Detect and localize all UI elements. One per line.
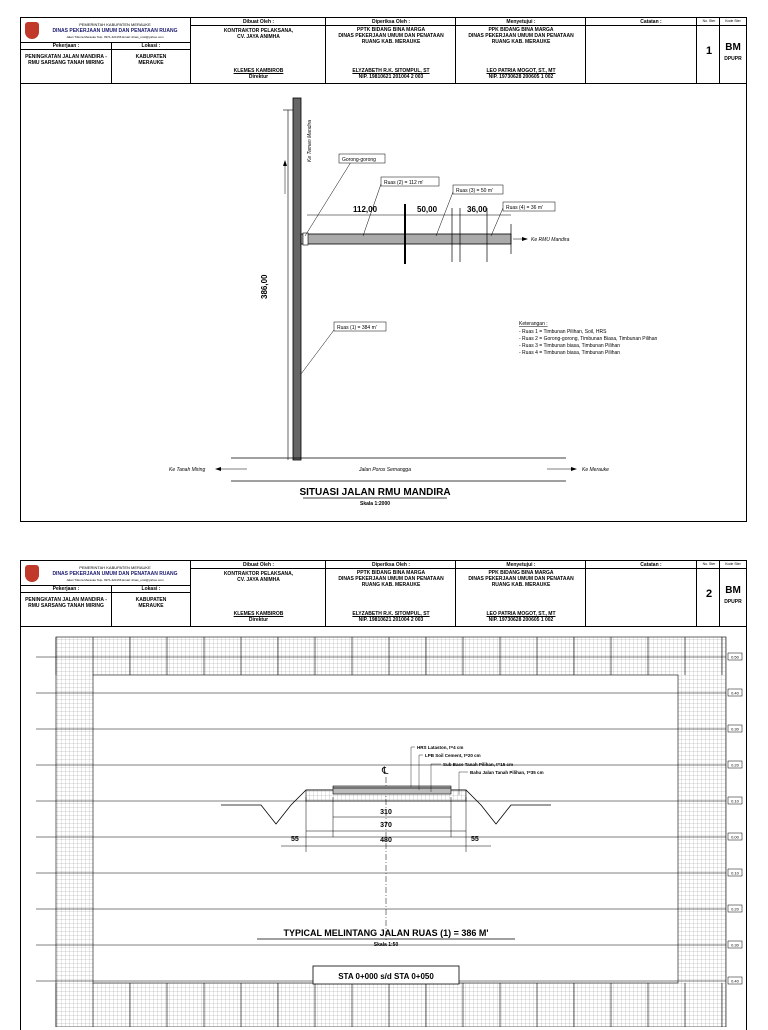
drawing-title-2: TYPICAL MELINTANG JALAN RUAS (1) = 386 M'	[283, 928, 489, 938]
pavement-layers	[333, 786, 451, 794]
diperiksa-nip-2: NIP. 19810621 201004 2 003	[358, 617, 424, 623]
label-ke-merauke: Ke Merauke	[582, 467, 609, 473]
sta-label: STA 0+000 s/d STA 0+050	[338, 972, 434, 981]
centerline-symbol: ℄	[382, 766, 389, 777]
lokasi-value-1-2: KABUPATEN	[135, 597, 167, 603]
elevation-tag: 0.10	[731, 870, 739, 876]
kode-value: BM	[725, 42, 741, 53]
menyetujui-line3: RUANG KAB. MERAUKE	[491, 39, 551, 45]
lokasi-value-1: KABUPATEN	[135, 54, 167, 60]
label-jalan-poros: Jalan Poros Semangga	[359, 467, 411, 473]
label-gorong-gorong: Gorong-gorong	[342, 157, 376, 163]
dibuat-title: Direktur	[248, 74, 269, 80]
layer-subbase-label: Sub Base Tanah Pilihan, t=15 cm	[443, 762, 514, 767]
agency-contact-2: Jalan Trikora Merauke Telp. 0971-321156 Email: dinas_umit@yahoo.com	[66, 578, 164, 582]
scale-1: Skala 1:2000	[359, 501, 391, 507]
lokasi-label: Lokasi :	[141, 43, 161, 49]
title-block-2	[21, 561, 746, 627]
menyetujui-line2-2: DINAS PEKERJAAN UMUM DAN PENATAAN	[468, 576, 574, 582]
menyetujui-line1: PPK BIDANG BINA MARGA	[488, 27, 554, 33]
lokasi-value-2: MERAUKE	[138, 60, 164, 66]
menyetujui-nip-2: NIP. 19730628 200605 1 002	[488, 617, 554, 623]
elevation-tag: 0.10	[731, 798, 739, 804]
diperiksa-nip: NIP. 19810621 201004 2 003	[358, 74, 424, 80]
keterangan-title: Keterangan :	[519, 321, 548, 327]
dim-55-left: 55	[291, 836, 299, 843]
dim-386: 386,00	[260, 274, 269, 299]
kode-label-2: Kode Ster	[725, 562, 741, 566]
menyetujui-line1-2: PPK BIDANG BINA MARGA	[488, 570, 554, 576]
lokasi-label-2: Lokasi :	[141, 586, 161, 592]
dibuat-line2-2: CV. JAYA ANIMHA	[237, 577, 280, 583]
no-sheet-label-2: No. Ster	[702, 562, 716, 566]
agency-line1: PEMERINTAH KABUPATEN MERAUKE	[79, 22, 151, 27]
elevation-tag: 0.40	[731, 690, 739, 696]
menyetujui-label-2: Menyetujui :	[506, 562, 536, 568]
pekerjaan-value-2-2: RMU SARSANG TANAH MIRING	[28, 603, 104, 609]
sheet-number: 1	[705, 45, 713, 57]
dibuat-title-2: Direktur	[248, 617, 269, 623]
dim-310: 310	[380, 809, 392, 816]
keterangan-item-3: - Ruas 3 = Timbunan biasa, Timbunan Pilihan	[519, 343, 621, 349]
label-ruas-2: Ruas (2) = 112 m'	[384, 180, 424, 186]
pekerjaan-label: Pekerjaan :	[52, 43, 80, 49]
label-ruas-1: Ruas (1) = 384 m'	[337, 325, 377, 331]
pekerjaan-value-1: PENINGKATAN JALAN MANDIRA -	[25, 54, 107, 60]
road-ruas-1	[293, 98, 301, 460]
elevation-tag: 0.50	[731, 654, 739, 660]
agency-line1-2: PEMERINTAH KABUPATEN MERAUKE	[79, 565, 151, 570]
agency-line2-2: DINAS PEKERJAAN UMUM DAN PENATAAN RUANG	[52, 571, 178, 577]
layer-bahu-label: Bahu Jalan Tanah Pilihan, t=35 cm	[470, 770, 544, 775]
dim-112: 112,00	[353, 205, 378, 214]
diperiksa-name: ELYZABETH R.K. SITOMPUL, ST	[352, 68, 430, 74]
catatan-label-2: Catatan :	[640, 562, 662, 568]
diperiksa-line2-2: DINAS PEKERJAAN UMUM DAN PENATAAN	[338, 576, 444, 582]
dibuat-line1: KONTRAKTOR PELAKSANA,	[223, 28, 294, 34]
pekerjaan-label-2: Pekerjaan :	[52, 586, 80, 592]
dim-50: 50,00	[417, 205, 438, 214]
dim-370: 370	[380, 822, 392, 829]
title-block	[21, 18, 746, 84]
kode-label: Kode Ster	[725, 19, 741, 23]
elevation-tag: 0.30	[731, 942, 739, 948]
kode-sub: DPUPR	[724, 56, 742, 62]
pekerjaan-value-2: RMU SARSANG TANAH MIRING	[28, 60, 104, 66]
dim-480: 480	[380, 837, 392, 844]
elevation-tag: 0.20	[731, 906, 739, 912]
scale-2: Skala 1:50	[373, 942, 399, 948]
dim-55-right: 55	[471, 836, 479, 843]
dibuat-name: KLEMES KAMBIROB	[233, 68, 284, 74]
label-ruas-4: Ruas (4) = 36 m'	[506, 205, 543, 211]
label-ke-taman-mandira: Ke Taman Mandira	[307, 119, 313, 162]
dibuat-line2: CV. JAYA ANIMHA	[237, 34, 280, 40]
label-ke-rmu-mandira: Ke RMU Mandira	[531, 237, 570, 243]
diperiksa-line3: RUANG KAB. MERAUKE	[361, 39, 421, 45]
agency-logo	[25, 22, 39, 39]
label-ke-tanah-miring: Ke Tanah Miring	[169, 467, 206, 473]
dibuat-label: Dibuat Oleh :	[242, 19, 275, 25]
situasi-plan-drawing	[21, 84, 746, 522]
dibuat-label-2: Dibuat Oleh :	[242, 562, 275, 568]
elevation-tag: 0.00	[731, 834, 739, 840]
elevation-tag: 0.30	[731, 726, 739, 732]
agency-contact: Jalan Trikora Merauke Telp. 0971-321156 Email: dinas_umit@yahoo.com	[66, 35, 164, 39]
drawing-sheet-1	[20, 17, 747, 522]
diperiksa-line2: DINAS PEKERJAAN UMUM DAN PENATAAN	[338, 33, 444, 39]
keterangan-item-2: - Ruas 2 = Gorong-gorong, Timbunan Biasa, Timbunan Pilihan	[519, 336, 658, 342]
menyetujui-line3-2: RUANG KAB. MERAUKE	[491, 582, 551, 588]
keterangan-item-4: - Ruas 4 = Timbunan biasa, Timbunan Pilihan	[519, 350, 621, 356]
elevation-tag: 0.40	[731, 978, 739, 984]
menyetujui-line2: DINAS PEKERJAAN UMUM DAN PENATAAN	[468, 33, 574, 39]
agency-logo-2	[25, 565, 39, 582]
dim-36: 36,00	[467, 205, 488, 214]
pekerjaan-value-1-2: PENINGKATAN JALAN MANDIRA -	[25, 597, 107, 603]
label-ruas-3: Ruas (3) = 50 m'	[456, 188, 493, 194]
diperiksa-line1-2: PPTK BIDANG BINA MARGA	[356, 570, 426, 576]
lokasi-value-2-2: MERAUKE	[138, 603, 164, 609]
kode-sub-2: DPUPR	[724, 599, 742, 605]
menyetujui-name-2: LEO PATRIA MOGOT, ST., MT	[486, 611, 556, 617]
diperiksa-label: Diperiksa Oleh :	[371, 19, 411, 25]
catatan-label: Catatan :	[640, 19, 662, 25]
elevation-tag: 0.20	[731, 762, 739, 768]
diperiksa-label-2: Diperiksa Oleh :	[371, 562, 411, 568]
sheet-number-2: 2	[705, 588, 713, 600]
dibuat-name-2: KLEMES KAMBIROB	[233, 611, 284, 617]
kode-value-2: BM	[725, 585, 741, 596]
cross-section-drawing	[21, 627, 746, 1027]
menyetujui-name: LEO PATRIA MOGOT, ST., MT	[486, 68, 556, 74]
drawing-sheet-2	[20, 560, 747, 1030]
diperiksa-name-2: ELYZABETH R.K. SITOMPUL, ST	[352, 611, 430, 617]
keterangan-item-1: - Ruas 1 = Timbunan Pilihan, Soil, HRS	[519, 329, 607, 335]
no-sheet-label: No. Ster	[702, 19, 716, 23]
layer-hrs-label: HRS Lataston, t=4 cm	[417, 745, 464, 750]
diperiksa-line3-2: RUANG KAB. MERAUKE	[361, 582, 421, 588]
dibuat-line1-2: KONTRAKTOR PELAKSANA,	[223, 571, 294, 577]
layer-lpb-label: LPB Soil Cement, t=20 cm	[425, 753, 481, 758]
drawing-title-1: SITUASI JALAN RMU MANDIRA	[299, 487, 451, 498]
diperiksa-line1: PPTK BIDANG BINA MARGA	[356, 27, 426, 33]
menyetujui-nip: NIP. 19730628 200605 1 002	[488, 74, 554, 80]
agency-line2: DINAS PEKERJAAN UMUM DAN PENATAAN RUANG	[52, 28, 178, 34]
menyetujui-label: Menyetujui :	[506, 19, 536, 25]
